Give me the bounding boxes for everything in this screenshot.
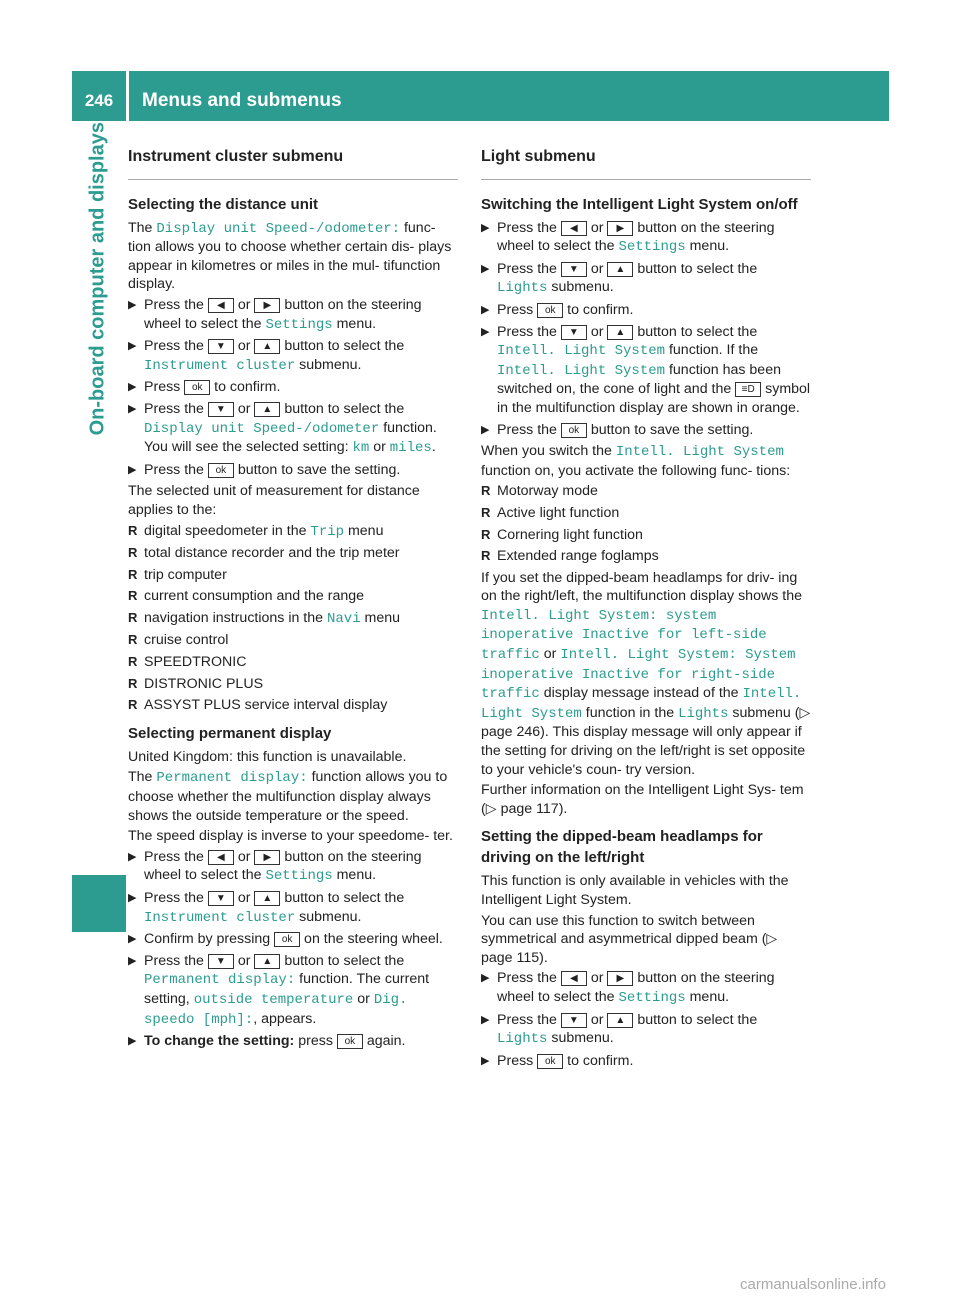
step: ▶ Press the ◀ or ▶ button on the steering wheel to select the Settings menu. <box>128 296 458 334</box>
step: ▶ Press the ◀ or ▶ button on the steering wheel to select the Settings menu. <box>481 969 811 1007</box>
ok-key-icon: ok <box>537 1054 563 1069</box>
step: ▶ Press the ◀ or ▶ button on the steering wheel to select the Settings menu. <box>481 219 811 257</box>
down-key-icon: ▼ <box>561 325 587 340</box>
step: ▶ Press ok to confirm. <box>481 1052 811 1071</box>
left-key-icon: ◀ <box>561 971 587 986</box>
section-heading: Light submenu <box>481 148 811 180</box>
right-key-icon: ▶ <box>254 850 280 865</box>
list-item: R total distance recorder and the trip meter <box>128 544 458 563</box>
paragraph: This function is only available in vehicles with the Intelligent Light System. <box>481 873 789 908</box>
ok-key-icon: ok <box>561 423 587 438</box>
step: ▶ Press the ▼ or ▲ button to select the Lights submenu. <box>481 260 811 298</box>
left-key-icon: ◀ <box>208 850 234 865</box>
right-key-icon: ▶ <box>607 971 633 986</box>
list-item: R navigation instructions in the Navi menu <box>128 609 458 629</box>
step: ▶ Confirm by pressing ok on the steering wheel. <box>128 930 458 949</box>
paragraph: If you set the dipped-beam headlamps for driv- ing on the right/left, the multifunction display shows the Intell. Light System: system inoperative Inactive for left-side traffic or Intell. Light System: System inoperative Inactive for right-side traffic display message instead of the Intell. Light System function in the Lights submenu (▷ page 246). This display message will only appear if the setting for driving on the left/right is set opposite to your vehicle's coun- try version. <box>481 569 811 778</box>
side-tab-label: On-board computer and displays <box>86 122 109 436</box>
down-key-icon: ▼ <box>561 262 587 277</box>
paragraph: The Permanent display: function allows you to choose whether the multifunction display always shows the outside temperature or the speed. <box>128 769 448 824</box>
step: ▶ Press the ◀ or ▶ button on the steering wheel to select the Settings menu. <box>128 848 458 886</box>
down-key-icon: ▼ <box>561 1013 587 1028</box>
paragraph: The Display unit Speed-/odometer: func- tion allows you to choose whether certain dis- plays appear in kilometres or miles in the mul- tifunction display. <box>128 219 452 293</box>
down-key-icon: ▼ <box>208 954 234 969</box>
header-divider <box>126 71 129 121</box>
step: ▶ Press the ▼ or ▲ button to select the Instrument cluster submenu. <box>128 337 458 375</box>
down-key-icon: ▼ <box>208 402 234 417</box>
list-item: R cruise control <box>128 631 458 650</box>
list-item: R Extended range foglamps <box>481 547 811 566</box>
up-key-icon: ▲ <box>607 1013 633 1028</box>
step: ▶ Press the ▼ or ▲ button to select the Display unit Speed-/odometer function. You will see the selected setting: km or miles. <box>128 400 458 458</box>
right-key-icon: ▶ <box>607 221 633 236</box>
section-heading: Instrument cluster submenu <box>128 148 458 180</box>
watermark: carmanualsonline.info <box>740 1276 886 1293</box>
step: ▶ Press the ▼ or ▲ button to select the Instrument cluster submenu. <box>128 889 458 927</box>
left-key-icon: ◀ <box>208 298 234 313</box>
right-key-icon: ▶ <box>254 298 280 313</box>
paragraph: The speed display is inverse to your speedome- ter. <box>128 828 453 845</box>
list-item: R DISTRONIC PLUS <box>128 675 458 694</box>
up-key-icon: ▲ <box>254 954 280 969</box>
subsection-heading: Setting the dipped-beam headlamps for driving on the left/right <box>481 828 763 867</box>
headlamp-icon: ≡D <box>735 382 761 397</box>
subsection-heading: Switching the Intelligent Light System on/off <box>481 195 798 213</box>
down-key-icon: ▼ <box>208 339 234 354</box>
step: ▶ Press the ok button to save the setting. <box>481 421 811 440</box>
ok-key-icon: ok <box>274 932 300 947</box>
list-item: R ASSYST PLUS service interval display <box>128 696 458 715</box>
chapter-marker <box>72 875 126 932</box>
step: ▶ Press ok to confirm. <box>128 378 458 397</box>
step: ▶ Press the ok button to save the setting. <box>128 461 458 480</box>
list-item: R digital speedometer in the Trip menu <box>128 522 458 542</box>
paragraph: You can use this function to switch between symmetrical and asymmetrical dipped beam (▷ page 115). <box>481 912 778 966</box>
up-key-icon: ▲ <box>254 891 280 906</box>
step: ▶ Press the ▼ or ▲ button to select the Lights submenu. <box>481 1011 811 1049</box>
page-number: 246 <box>84 91 114 110</box>
list-item: R Motorway mode <box>481 482 811 501</box>
up-key-icon: ▲ <box>254 402 280 417</box>
paragraph: Further information on the Intelligent Light Sys- tem (▷ page 117). <box>481 782 804 817</box>
paragraph: United Kingdom: this function is unavailable. <box>128 748 407 765</box>
step: ▶ Press the ▼ or ▲ button to select the Intell. Light System function. If the Intell. Light System function has been switched on, the cone of light and the ≡D symbol in the multifunction display are shown in orange. <box>481 323 811 418</box>
page-title: Menus and submenus <box>142 90 342 111</box>
right-column <box>481 148 811 1073</box>
subsection-heading: Selecting permanent display <box>128 724 332 742</box>
ok-key-icon: ok <box>208 463 234 478</box>
list-item: R Cornering light function <box>481 526 811 545</box>
list-item: R SPEEDTRONIC <box>128 653 458 672</box>
left-key-icon: ◀ <box>561 221 587 236</box>
list-item: R current consumption and the range <box>128 587 458 606</box>
up-key-icon: ▲ <box>607 262 633 277</box>
ok-key-icon: ok <box>537 303 563 318</box>
up-key-icon: ▲ <box>254 339 280 354</box>
left-column <box>128 148 458 1054</box>
subsection-heading: Selecting the distance unit <box>128 195 319 213</box>
list-item: R trip computer <box>128 566 458 585</box>
paragraph: The selected unit of measurement for distance applies to the: <box>128 483 420 518</box>
up-key-icon: ▲ <box>607 325 633 340</box>
step: ▶ Press ok to confirm. <box>481 301 811 320</box>
down-key-icon: ▼ <box>208 891 234 906</box>
paragraph: When you switch the Intell. Light System function on, you activate the following func- tions: <box>481 443 791 479</box>
list-item: R Active light function <box>481 504 811 523</box>
step: ▶ Press the ▼ or ▲ button to select the Permanent display: function. The current setting, outside temperature or Dig. speedo [mph]:, appears. <box>128 952 458 1029</box>
ok-key-icon: ok <box>184 380 210 395</box>
step: ▶ To change the setting: press ok again. <box>128 1032 458 1051</box>
ok-key-icon: ok <box>337 1034 363 1049</box>
